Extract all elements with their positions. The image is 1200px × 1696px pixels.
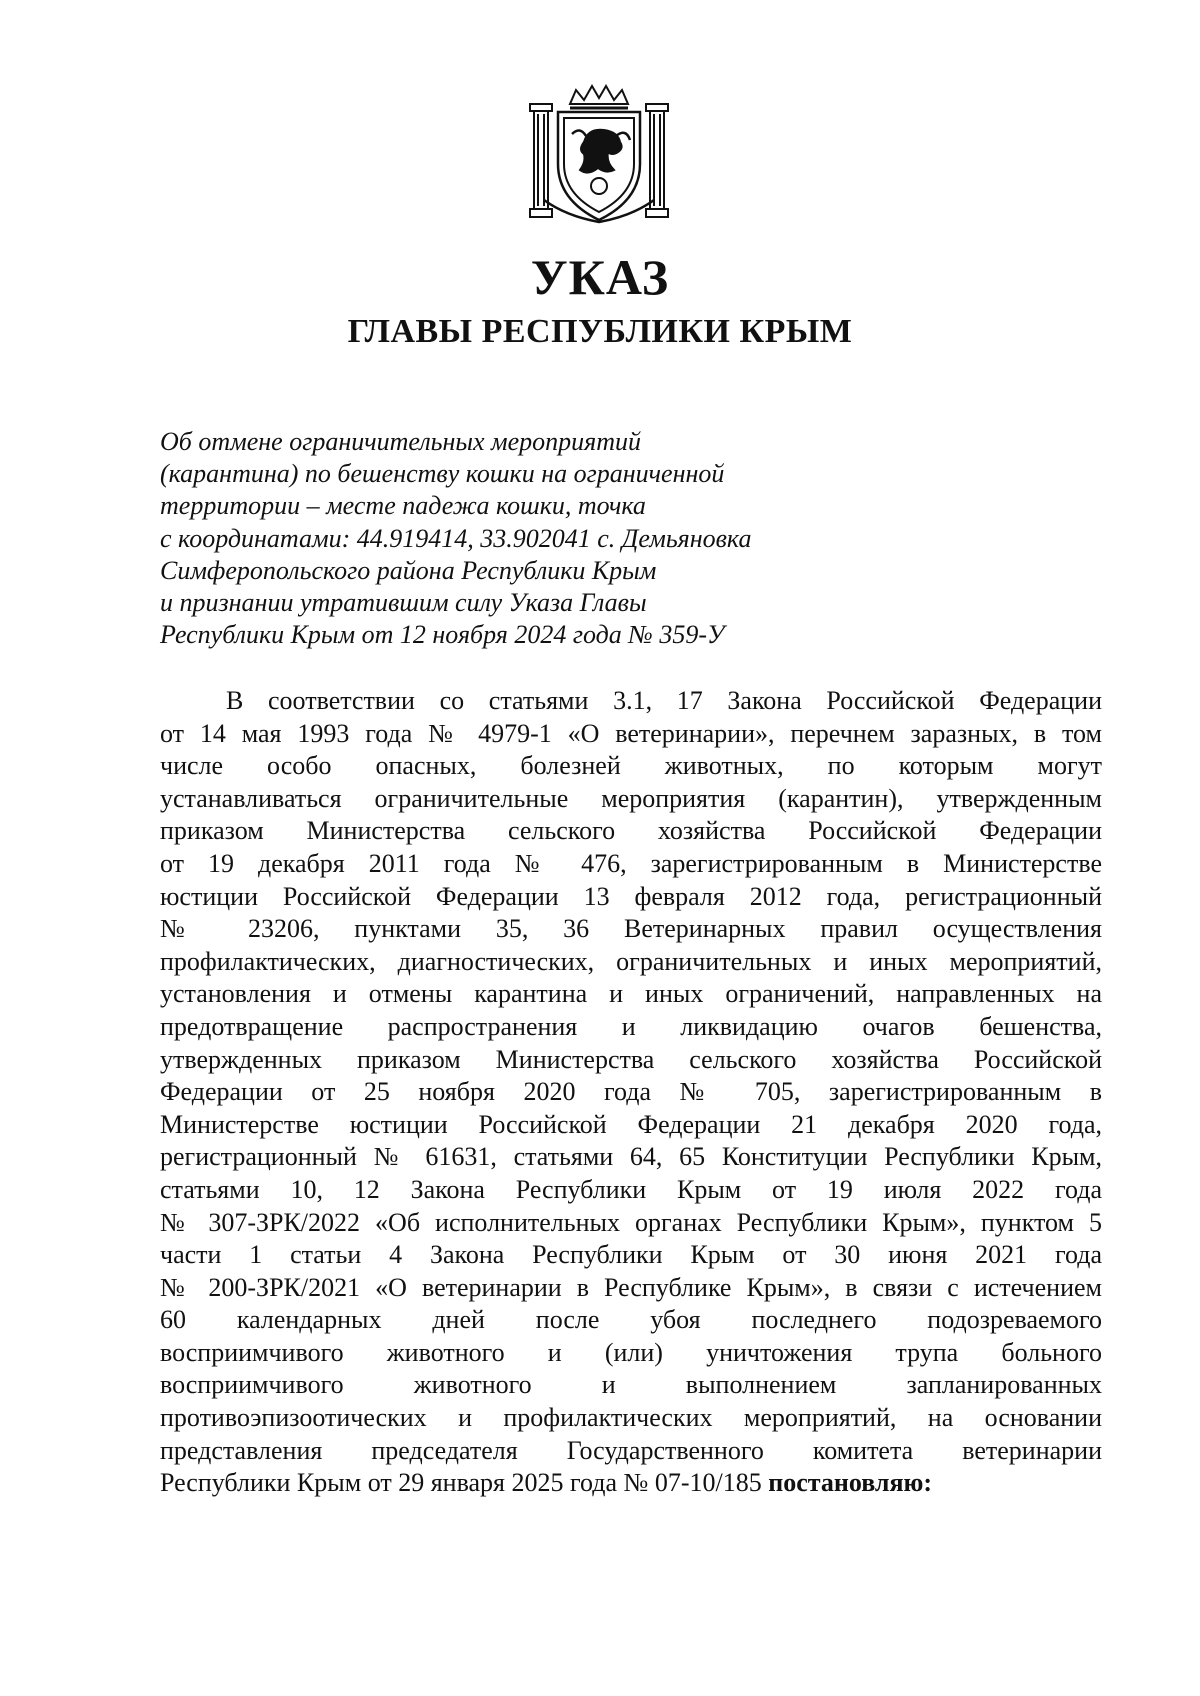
subject-line: (карантина) по бешенству кошки на ограниченной — [160, 459, 725, 489]
body-line: восприимчивого животного и выполнением запланированных — [160, 1370, 1102, 1400]
body-line: № 307-ЗРК/2022 «Об исполнительных органах Республики Крым», пунктом 5 — [160, 1207, 1102, 1237]
body-line: утвержденных приказом Министерства сельского хозяйства Российской — [160, 1044, 1102, 1074]
subject-line: территории – месте падежа кошки, точка — [160, 491, 646, 521]
body-line: восприимчивого животного и (или) уничтожения трупа больного — [160, 1337, 1102, 1367]
decree-keyword: постановляю: — [768, 1468, 933, 1498]
subject-line: Симферопольского района Республики Крым — [160, 555, 657, 585]
body-last-line — [160, 1467, 1102, 1500]
body-line: представления председателя Государственного комитета ветеринарии — [160, 1435, 1102, 1465]
body-line: Федерации от 25 ноября 2020 года № 705, зарегистрированным в — [160, 1077, 1102, 1107]
document-subject — [160, 426, 800, 651]
body-line: части 1 статьи 4 Закона Республики Крым от 30 июня 2021 года — [160, 1240, 1102, 1270]
body-line: статьями 10, 12 Закона Республики Крым от 19 июля 2022 года — [160, 1174, 1102, 1204]
body-line: от 19 декабря 2011 года № 476, зарегистрированным в Министерстве — [160, 848, 1102, 878]
crimea-coat-of-arms-icon — [526, 82, 672, 228]
subject-line: с координатами: 44.919414, 33.902041 с. Демьяновка — [160, 523, 752, 553]
body-line: числе особо опасных, болезней животных, по которым могут — [160, 751, 1102, 781]
document-body — [160, 685, 1102, 1500]
subject-line: и признании утратившим силу Указа Главы — [160, 588, 647, 618]
body-line: от 14 мая 1993 года № 4979-1 «О ветеринарии», перечнем заразных, в том — [160, 718, 1102, 748]
body-line: В соответствии со статьями 3.1, 17 Закона Российской Федерации — [226, 686, 1102, 715]
body-line: установления и отмены карантина и иных ограничений, направленных на — [160, 979, 1102, 1009]
body-line: юстиции Российской Федерации 13 февраля 2012 года, регистрационный — [160, 881, 1102, 911]
document-title: УКАЗ — [530, 249, 670, 305]
body-line: 60 календарных дней после убоя последнего подозреваемого — [160, 1305, 1102, 1335]
body-line: устанавливаться ограничительные мероприятия (карантин), утвержденным — [160, 783, 1102, 813]
document-subtitle: ГЛАВЫ РЕСПУБЛИКИ КРЫМ — [347, 313, 853, 350]
body-last-text: Республики Крым от 29 января 2025 года № 07-10/185 — [160, 1468, 762, 1498]
body-line: Министерстве юстиции Российской Федерации 21 декабря 2020 года, — [160, 1109, 1102, 1139]
body-line: № 200-ЗРК/2021 «О ветеринарии в Республике Крым», в связи с истечением — [160, 1272, 1102, 1302]
body-line: профилактических, диагностических, ограничительных и иных мероприятий, — [160, 946, 1102, 976]
body-line: № 23206, пунктами 35, 36 Ветеринарных правил осуществления — [160, 914, 1102, 944]
subject-line: Об отмене ограничительных мероприятий — [160, 427, 642, 456]
body-line: приказом Министерства сельского хозяйства Российской Федерации — [160, 816, 1102, 846]
body-line: противоэпизоотических и профилактических мероприятий, на основании — [160, 1403, 1102, 1433]
body-line: предотвращение распространения и ликвидацию очагов бешенства, — [160, 1011, 1102, 1041]
subject-line: Республики Крым от 12 ноября 2024 года № 359-У — [160, 620, 725, 650]
body-line: регистрационный № 61631, статьями 64, 65 Конституции Республики Крым, — [160, 1142, 1102, 1172]
